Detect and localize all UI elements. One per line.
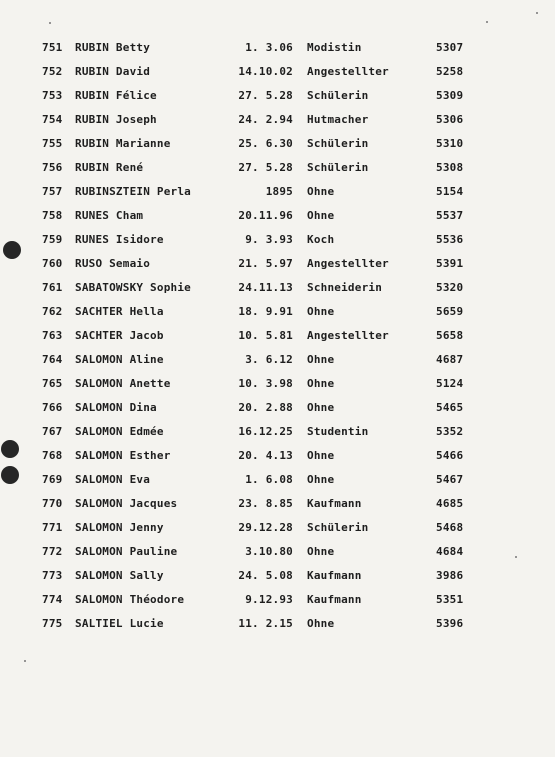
record-id: 5124 — [436, 377, 464, 390]
table-row — [0, 617, 555, 633]
row-number: 753 — [42, 89, 63, 102]
birth-date: 27. 5.28 — [238, 161, 293, 174]
birth-date: 1. 3.06 — [245, 41, 293, 54]
row-number: 755 — [42, 137, 63, 150]
table-row — [0, 401, 555, 417]
table-row — [0, 521, 555, 537]
record-id: 5658 — [436, 329, 464, 342]
row-number: 759 — [42, 233, 63, 246]
record-id: 5154 — [436, 185, 464, 198]
record-id: 5537 — [436, 209, 464, 222]
table-row — [0, 377, 555, 393]
table-row — [0, 185, 555, 201]
person-name: RUBIN Betty — [75, 41, 151, 54]
record-id: 5396 — [436, 617, 464, 630]
record-id: 5308 — [436, 161, 464, 174]
person-name: SALOMON Sally — [75, 569, 164, 582]
occupation: Koch — [307, 233, 335, 246]
table-row — [0, 497, 555, 513]
occupation: Modistin — [307, 41, 362, 54]
birth-date: 9.12.93 — [245, 593, 293, 606]
row-number: 766 — [42, 401, 63, 414]
occupation: Ohne — [307, 209, 335, 222]
birth-date: 14.10.02 — [238, 65, 293, 78]
record-id: 5352 — [436, 425, 464, 438]
occupation: Ohne — [307, 185, 335, 198]
row-number: 767 — [42, 425, 63, 438]
table-row — [0, 89, 555, 105]
row-number: 751 — [42, 41, 63, 54]
row-number: 768 — [42, 449, 63, 462]
birth-date: 24. 5.08 — [238, 569, 293, 582]
person-name: SACHTER Jacob — [75, 329, 164, 342]
table-row — [0, 281, 555, 297]
birth-date: 20.11.96 — [238, 209, 293, 222]
occupation: Ohne — [307, 617, 335, 630]
table-row — [0, 473, 555, 489]
person-name: SALOMON Edmée — [75, 425, 164, 438]
occupation: Schülerin — [307, 89, 369, 102]
birth-date: 1. 6.08 — [245, 473, 293, 486]
birth-date: 10. 3.98 — [238, 377, 293, 390]
birth-date: 20. 4.13 — [238, 449, 293, 462]
row-number: 756 — [42, 161, 63, 174]
person-name: SABATOWSKY Sophie — [75, 281, 191, 294]
birth-date: 24.11.13 — [238, 281, 293, 294]
occupation: Ohne — [307, 401, 335, 414]
table-row — [0, 257, 555, 273]
row-number: 774 — [42, 593, 63, 606]
occupation: Ohne — [307, 449, 335, 462]
person-name: SALOMON Jenny — [75, 521, 164, 534]
row-number: 761 — [42, 281, 63, 294]
record-id: 5467 — [436, 473, 464, 486]
occupation: Angestellter — [307, 65, 389, 78]
paper-speck — [24, 660, 26, 662]
record-id: 5309 — [436, 89, 464, 102]
table-row — [0, 329, 555, 345]
record-id: 3986 — [436, 569, 464, 582]
occupation: Schneiderin — [307, 281, 383, 294]
birth-date: 16.12.25 — [238, 425, 293, 438]
person-name: RUBIN Marianne — [75, 137, 171, 150]
occupation: Studentin — [307, 425, 369, 438]
record-id: 5258 — [436, 65, 464, 78]
person-name: SALOMON Théodore — [75, 593, 185, 606]
occupation: Kaufmann — [307, 569, 362, 582]
person-name: RUBINSZTEIN Perla — [75, 185, 191, 198]
table-row — [0, 113, 555, 129]
row-number: 770 — [42, 497, 63, 510]
record-id: 5391 — [436, 257, 464, 270]
table-row — [0, 41, 555, 57]
person-name: SACHTER Hella — [75, 305, 164, 318]
row-number: 765 — [42, 377, 63, 390]
birth-date: 29.12.28 — [238, 521, 293, 534]
occupation: Kaufmann — [307, 593, 362, 606]
occupation: Angestellter — [307, 257, 389, 270]
row-number: 763 — [42, 329, 63, 342]
birth-date: 21. 5.97 — [238, 257, 293, 270]
record-id: 5306 — [436, 113, 464, 126]
occupation: Ohne — [307, 473, 335, 486]
birth-date: 18. 9.91 — [238, 305, 293, 318]
row-number: 772 — [42, 545, 63, 558]
record-id: 5468 — [436, 521, 464, 534]
row-number: 762 — [42, 305, 63, 318]
table-row — [0, 545, 555, 561]
person-name: RUSO Semaio — [75, 257, 151, 270]
person-name: RUNES Isidore — [75, 233, 164, 246]
row-number: 764 — [42, 353, 63, 366]
record-id: 5465 — [436, 401, 464, 414]
birth-date: 9. 3.93 — [245, 233, 293, 246]
record-id: 4684 — [436, 545, 464, 558]
row-number: 771 — [42, 521, 63, 534]
birth-date: 10. 5.81 — [238, 329, 293, 342]
record-id: 5536 — [436, 233, 464, 246]
paper-speck — [486, 21, 488, 23]
row-number: 757 — [42, 185, 63, 198]
table-row — [0, 65, 555, 81]
table-row — [0, 233, 555, 249]
person-name: SALOMON Esther — [75, 449, 171, 462]
birth-date: 1895 — [265, 185, 293, 198]
record-id: 5320 — [436, 281, 464, 294]
row-number: 758 — [42, 209, 63, 222]
table-row — [0, 161, 555, 177]
record-id: 5351 — [436, 593, 464, 606]
table-row — [0, 449, 555, 465]
row-number: 769 — [42, 473, 63, 486]
record-id: 4687 — [436, 353, 464, 366]
person-name: SALOMON Aline — [75, 353, 164, 366]
table-row — [0, 209, 555, 225]
person-name: SALOMON Dina — [75, 401, 157, 414]
table-row — [0, 137, 555, 153]
record-id: 5466 — [436, 449, 464, 462]
person-name: SALOMON Pauline — [75, 545, 178, 558]
occupation: Kaufmann — [307, 497, 362, 510]
birth-date: 27. 5.28 — [238, 89, 293, 102]
occupation: Schülerin — [307, 161, 369, 174]
table-row — [0, 353, 555, 369]
table-row — [0, 305, 555, 321]
occupation: Angestellter — [307, 329, 389, 342]
person-name: SALTIEL Lucie — [75, 617, 164, 630]
row-number: 752 — [42, 65, 63, 78]
birth-date: 3. 6.12 — [245, 353, 293, 366]
birth-date: 25. 6.30 — [238, 137, 293, 150]
record-id: 5659 — [436, 305, 464, 318]
occupation: Ohne — [307, 305, 335, 318]
table-row — [0, 593, 555, 609]
person-name: SALOMON Eva — [75, 473, 151, 486]
birth-date: 11. 2.15 — [238, 617, 293, 630]
birth-date: 20. 2.88 — [238, 401, 293, 414]
row-number: 754 — [42, 113, 63, 126]
occupation: Schülerin — [307, 137, 369, 150]
row-number: 775 — [42, 617, 63, 630]
birth-date: 3.10.80 — [245, 545, 293, 558]
person-name: RUBIN David — [75, 65, 151, 78]
record-id: 4685 — [436, 497, 464, 510]
paper-speck — [49, 22, 51, 24]
birth-date: 24. 2.94 — [238, 113, 293, 126]
occupation: Ohne — [307, 545, 335, 558]
person-name: RUBIN Joseph — [75, 113, 157, 126]
person-name: RUBIN René — [75, 161, 144, 174]
occupation: Ohne — [307, 377, 335, 390]
table-row — [0, 569, 555, 585]
person-name: RUBIN Félice — [75, 89, 157, 102]
person-name: RUNES Cham — [75, 209, 144, 222]
occupation: Hutmacher — [307, 113, 369, 126]
table-row — [0, 425, 555, 441]
person-name: SALOMON Jacques — [75, 497, 178, 510]
birth-date: 23. 8.85 — [238, 497, 293, 510]
paper-speck — [536, 12, 538, 14]
occupation: Schülerin — [307, 521, 369, 534]
record-id: 5310 — [436, 137, 464, 150]
row-number: 760 — [42, 257, 63, 270]
occupation: Ohne — [307, 353, 335, 366]
row-number: 773 — [42, 569, 63, 582]
person-name: SALOMON Anette — [75, 377, 171, 390]
record-id: 5307 — [436, 41, 464, 54]
